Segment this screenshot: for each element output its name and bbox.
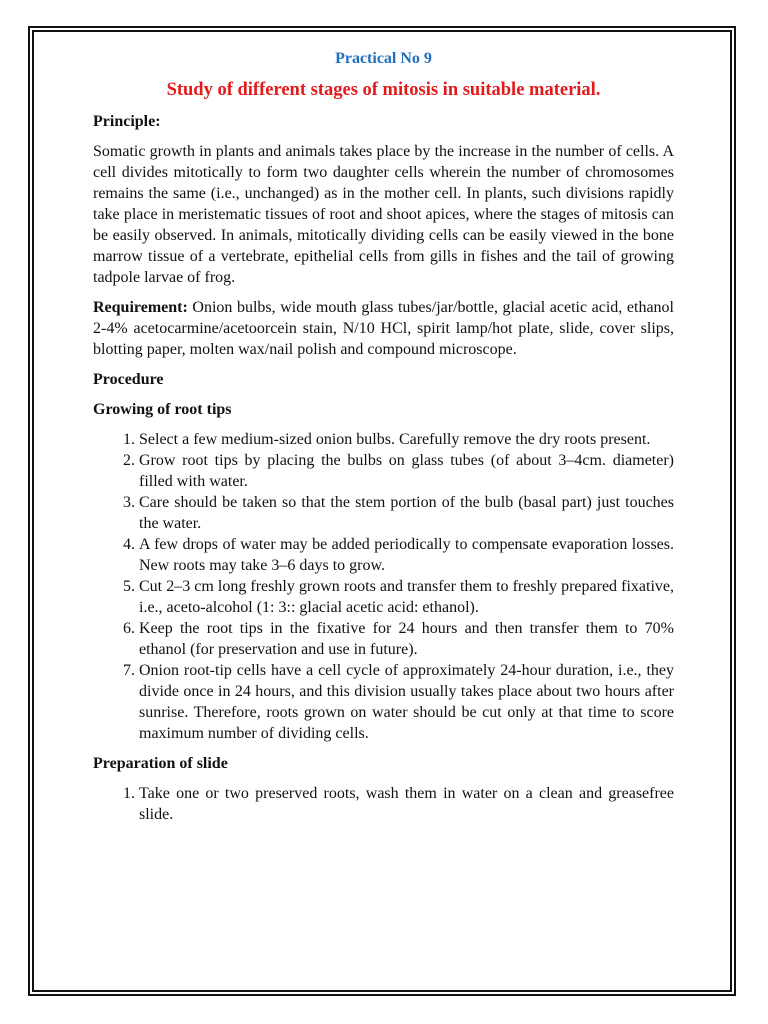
preparation-of-slide-heading: Preparation of slide (93, 755, 228, 772)
requirement-paragraph (93, 297, 674, 360)
list-item: 4. A few drops of water may be added periodically to compensate evaporation losses. New roots may take 3–6 days to grow. (139, 534, 674, 576)
growing-steps-list (93, 429, 674, 744)
requirement-label: Requirement: (93, 299, 188, 316)
list-item: 2. Grow root tips by placing the bulbs on glass tubes (of about 3–4cm. diameter) filled with water. (139, 450, 674, 492)
principle-heading: Principle: (93, 113, 161, 130)
document-title: Study of different stages of mitosis in suitable material. (166, 80, 601, 100)
document-body (93, 48, 674, 834)
list-item: 1. Select a few medium-sized onion bulbs. Carefully remove the dry roots present. (139, 429, 674, 450)
practical-number: Practical No 9 (335, 50, 432, 67)
growing-root-tips-heading: Growing of root tips (93, 401, 232, 418)
principle-paragraph: Somatic growth in plants and animals takes place by the increase in the number of cells. A cell divides mitotically to form two daughter cells wherein the number of chromosomes remains the same (i.e., unchanged) as in the mother cell. In plants, such divisions rapidly take place in meristematic tissues of root and shoot apices, where the stages of mitosis can be easily observed. In animals, mitotically dividing cells can be easily viewed in the bone marrow tissue of a vertebrate, epithelial cells from gills in fishes and the tail of growing tadpole larvae of frog. (93, 143, 674, 286)
list-item: 3. Care should be taken so that the stem portion of the bulb (basal part) just touches the water. (139, 492, 674, 534)
procedure-heading: Procedure (93, 371, 164, 388)
list-item: 5. Cut 2–3 cm long freshly grown roots and transfer them to freshly prepared fixative, i.e., aceto-alcohol (1: 3:: glacial acetic acid: ethanol). (139, 576, 674, 618)
slide-steps-list (93, 783, 674, 825)
list-item: 6. Keep the root tips in the fixative for 24 hours and then transfer them to 70% ethanol (for preservation and use in future). (139, 618, 674, 660)
list-item: 7. Onion root-tip cells have a cell cycle of approximately 24-hour duration, i.e., they divide once in 24 hours, and this division usually takes place about two hours after sunrise. Therefore, roots grown on water should be cut only at that time to score maximum number of dividing cells. (139, 660, 674, 744)
list-item: 1. Take one or two preserved roots, wash them in water on a clean and greasefree slide. (139, 783, 674, 825)
requirement-text: Onion bulbs, wide mouth glass tubes/jar/bottle, glacial acetic acid, ethanol 2-4% acetocarmine/acetoorcein stain, N/10 HCl, spirit lamp/hot plate, slide, cover slips, blotting paper, molten wax/nail polish and compound microscope. (93, 299, 674, 358)
